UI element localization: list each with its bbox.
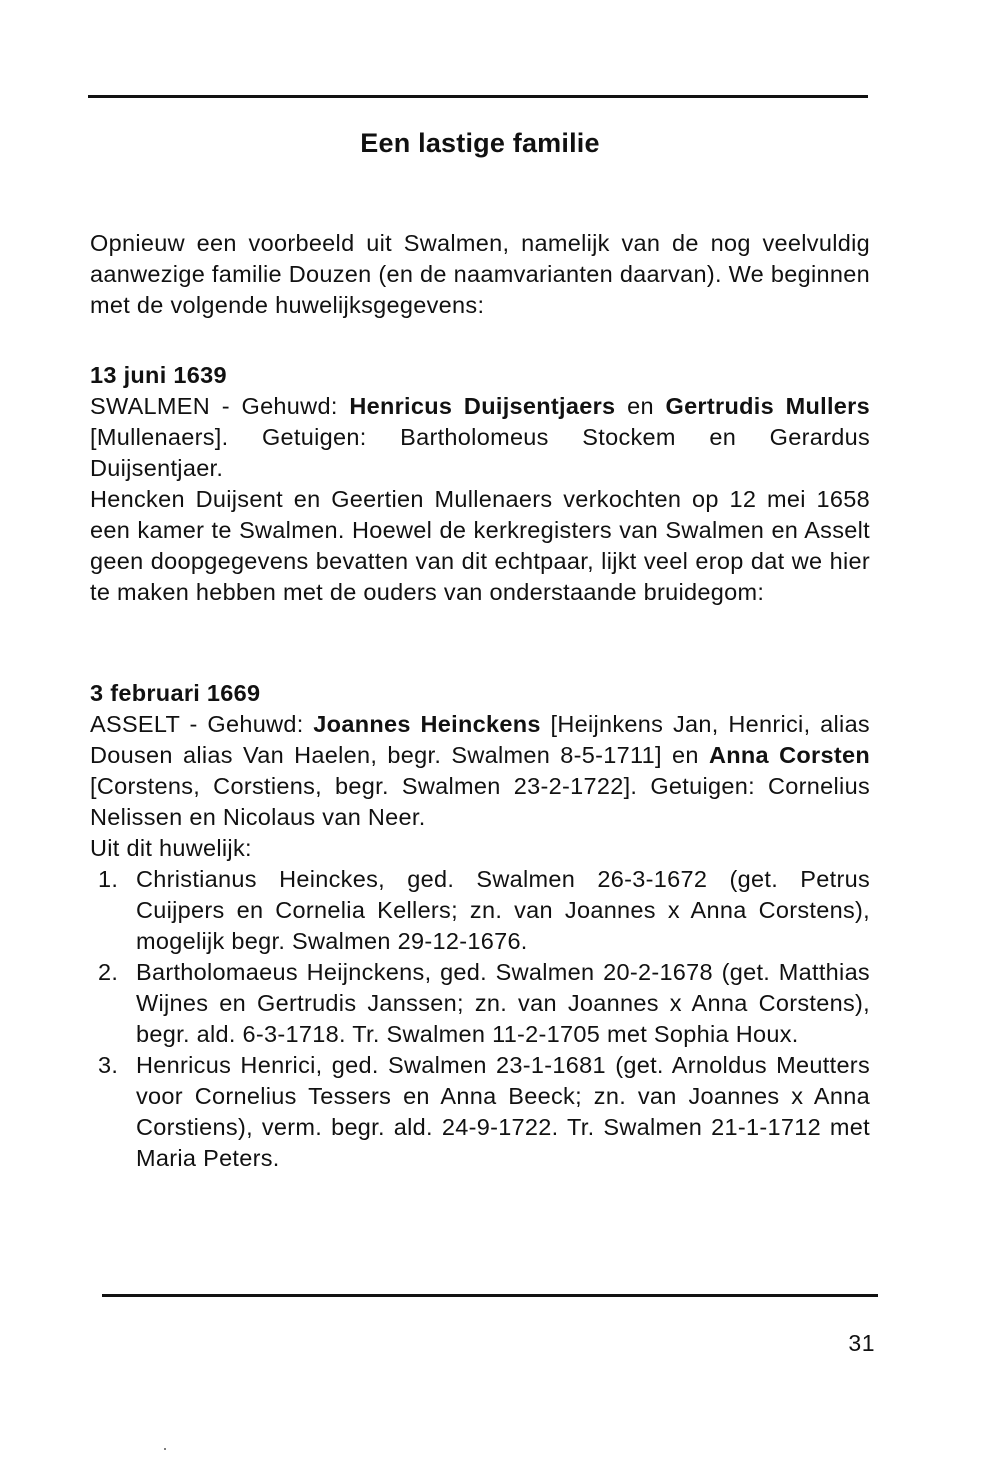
- list-number: 2.: [98, 959, 119, 985]
- list-text: Bartholomaeus Heijnckens, ged. Swalmen 20-2-1678 (get. Matthias Wijnes en Gertrudis Janssen; zn. van Joannes x Anna Corstens), begr. ald. 6-3-1718. Tr. Swalmen 11-2-1705 met Sophia Houx.: [136, 959, 870, 1047]
- top-rule: [88, 95, 868, 98]
- scan-speck: [164, 1448, 166, 1450]
- list-item: [90, 864, 870, 957]
- page-number: 31: [848, 1330, 875, 1356]
- marriage-entry-1669: [90, 678, 870, 1174]
- children-intro: Uit dit huwelijk:: [90, 835, 252, 861]
- entry-paragraph: Hencken Duijsent en Geertien Mullenaers verkochten op 12 mei 1658 een kamer te Swalmen. Hoewel de kerkregisters van Swalmen en Asselt geen doopgegevens bevatten van dit echtpaar, lijkt veel erop dat we hier te maken hebben met de ouders van onderstaande bruidegom:: [90, 486, 870, 605]
- entry-prefix: SWALMEN - Gehuwd:: [90, 393, 350, 419]
- marriage-entry-1639: [90, 360, 870, 608]
- entry-details-groom: [Heijnkens Jan, Henrici, alias Dousen alias Van Haelen, begr. Swalmen 8-5-1711] en: [90, 711, 870, 768]
- entry-details: [Mullenaers]. Getuigen: Bartholomeus Stockem en Gerardus Duijsentjaer.: [90, 424, 870, 481]
- bride-name: Anna Corsten: [708, 742, 870, 768]
- list-item: [90, 1050, 870, 1174]
- children-list: [90, 864, 870, 1174]
- entry-record: [90, 391, 870, 484]
- bottom-rule: [102, 1294, 878, 1297]
- page-title: Een lastige familie: [360, 128, 600, 158]
- list-number: 1.: [98, 866, 119, 892]
- groom-name: Henricus Duijsentjaers: [349, 393, 616, 419]
- list-text: Henricus Henrici, ged. Swalmen 23-1-1681 (get. Arnoldus Meutters voor Cornelius Tessers en Anna Beeck; zn. van Joannes x Anna Corstiens), verm. begr. ald. 24-9-1722. Tr. Swalmen 21-1-1712 met Maria Peters.: [136, 1052, 870, 1171]
- list-number: 3.: [98, 1052, 119, 1078]
- list-text: Christianus Heinckes, ged. Swalmen 26-3-1672 (get. Petrus Cuijpers en Cornelia Kellers; zn. van Joannes x Anna Corstens), mogelijk begr. Swalmen 29-12-1676.: [136, 866, 870, 954]
- entry-record: [90, 709, 870, 833]
- intro-paragraph: Opnieuw een voorbeeld uit Swalmen, namelijk van de nog veelvuldig aanwezige familie Douzen (en de naamvarianten daarvan). We beginnen met de volgende huwelijksgegevens:: [90, 230, 870, 318]
- entry-prefix: ASSELT - Gehuwd:: [90, 711, 314, 737]
- entry-details: [Corstens, Corstiens, begr. Swalmen 23-2-1722]. Getuigen: Cornelius Nelissen en Nicolaus van Neer.: [90, 773, 870, 830]
- entry-date: 3 februari 1669: [90, 680, 261, 706]
- conjunction: en: [615, 393, 666, 419]
- groom-name: Joannes Heinckens: [313, 711, 541, 737]
- list-item: [90, 957, 870, 1050]
- entry-date: 13 juni 1639: [90, 362, 227, 388]
- bride-name: Gertrudis Mullers: [665, 393, 870, 419]
